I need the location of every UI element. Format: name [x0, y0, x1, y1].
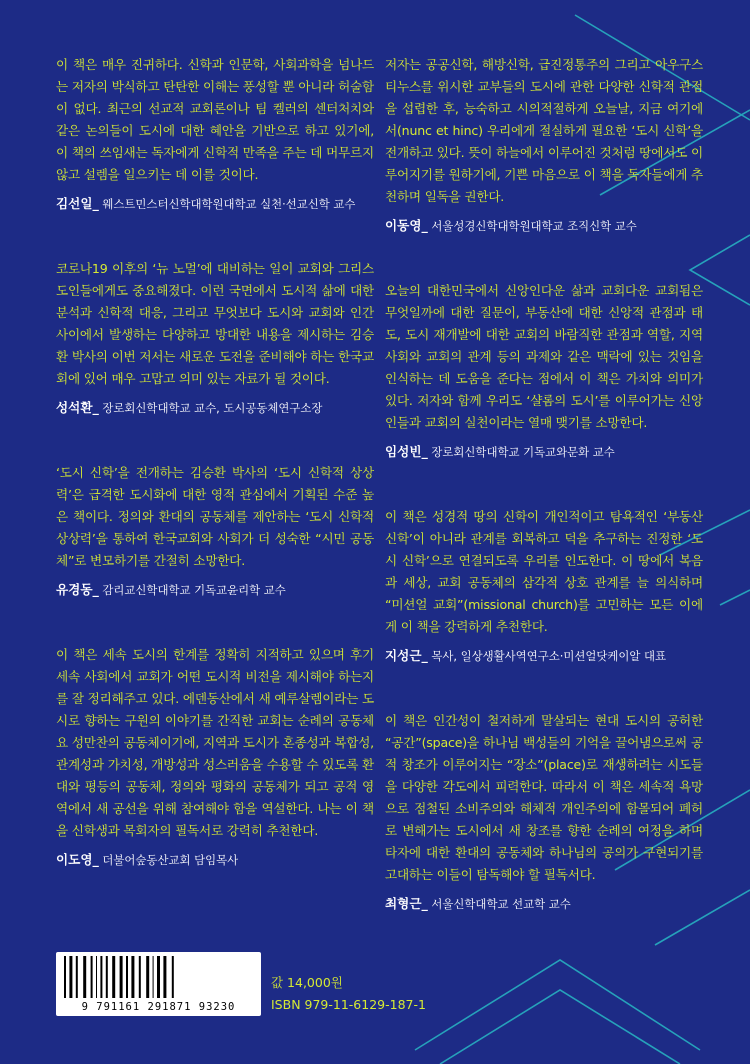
- endorser-name: 지성근_: [385, 648, 428, 663]
- endorser-byline: [385, 646, 703, 666]
- barcode-bar: [139, 956, 141, 998]
- endorser-name: 성석환_: [56, 400, 99, 415]
- endorsement-text: 코로나19 이후의 ‘뉴 노멀’에 대비하는 일이 교회와 그리스도인들에게도 중요해졌다. 이런 국면에서 도시적 삶에 대한 분석과 신학적 대응, 그리고 무엇보다 도시와 교회와 인간 사이에서 발생하는 다양하고 방대한 내용을 제시하는 김승환 박사의 이번 저서는 새로운 도전을 준비해야 하는 한국교회에 있어 매우 고맙고 의미 있는 자료가 될 것이다.: [56, 261, 374, 386]
- endorser-byline: [385, 894, 703, 914]
- endorsement-text: 이 책은 인간성이 철저하게 말살되는 현대 도시의 공허한 “공간”(space)을 하나님 백성들의 기억을 끌어냄으로써 공적 창조가 이루어지는 “장소”(place)로 재생하려는 시도들을 다양한 각도에서 피력한다. 따라서 이 책은 세속적 욕망으로 점철된 소비주의와 해체적 개인주의에 함몰되어 폐허로 변해가는 도시에서 새 창조를 향한 순례의 여정을 하며 타자에 대한 환대의 공동체와 하나님의 공의가 구현되기를 고대하는 이들이 탐독해야 할 필독서다.: [385, 713, 703, 882]
- endorser-name: 이도영_: [56, 852, 99, 867]
- endorsement: [56, 462, 374, 600]
- endorser-byline: [56, 580, 374, 600]
- endorsement-text: 저자는 공공신학, 해방신학, 급진정통주의 그리고 아우구스티누스를 위시한 교부들의 도시에 관한 다양한 신학적 관점을 섭렵한 후, 능숙하고 시의적절하게 오늘날, 지금 여기에서(nunc et hinc) 우리에게 절실하게 필요한 ‘도시 신학’을 전개하고 있다. 뜻이 하늘에서 이루어진 것처럼 땅에서도 이루어지기를 원하기에, 기쁜 마음으로 이 책을 독자들에게 추천하며 일독을 권한다.: [385, 57, 703, 204]
- barcode-bar: [69, 956, 72, 998]
- endorser-name: 임성빈_: [385, 444, 428, 459]
- endorsement: [385, 54, 703, 236]
- barcode-bar: [153, 956, 154, 998]
- barcode-bar: [91, 956, 93, 998]
- barcode-bar: [100, 956, 102, 998]
- endorser-affiliation: 서울성경신학대학원대학교 조직신학 교수: [431, 219, 637, 233]
- endorser-affiliation: 장로회신학대학교 기독교와문화 교수: [431, 445, 615, 459]
- barcode-bar: [131, 956, 134, 998]
- right-column: [385, 54, 703, 958]
- barcode-bar: [76, 956, 78, 998]
- endorsement: [385, 280, 703, 462]
- left-column: [56, 54, 374, 914]
- endorsement-text: 이 책은 세속 도시의 한계를 정확히 지적하고 있으며 후기 세속 사회에서 교회가 어떤 도시적 비전을 제시해야 하는지를 잘 정리해주고 있다. 에덴동산에서 새 예루살렘이라는 도시로 향하는 구원의 이야기를 간직한 교회는 순례의 공동체요 성만찬의 공동체이기에, 지역과 도시가 혼종성과 복합성, 관계성과 가치성, 개방성과 성스러움을 수용할 수 있도록 환대와 평등의 공동체, 정의와 평화의 공동체가 되고 공적 영역에서 새 공선을 위해 참여해야 함을 역설한다. 나는 이 책을 신학생과 목회자의 필독서로 강력히 추천한다.: [56, 647, 374, 838]
- barcode-bar: [120, 956, 123, 998]
- endorsement: [385, 506, 703, 666]
- endorser-affiliation: 감리교신학대학교 기독교윤리학 교수: [102, 583, 286, 597]
- endorsement-text: 이 책은 매우 진귀하다. 신학과 인문학, 사회과학을 넘나드는 저자의 박식하고 탄탄한 이해는 풍성할 뿐 아니라 허술함이 없다. 최근의 선교적 교회론이나 팀 켈러의 센터처치와 같은 논의들이 도시에 대한 혜안을 기반으로 하고 있기에, 이 책의 쓰임새는 독자에게 신학적 만족을 주는 데 머무르지 않고 설렘을 일으키는 데 이를 것이다.: [56, 57, 374, 182]
- endorser-byline: [56, 194, 374, 214]
- endorser-name: 김선일_: [56, 196, 99, 211]
- endorser-name: 유경동_: [56, 582, 99, 597]
- endorsement-text: 오늘의 대한민국에서 신앙인다운 삶과 교회다운 교회됨은 무엇일까에 대한 질문이, 부동산에 대한 신앙적 관점과 태도, 도시 재개발에 대한 교회의 바람직한 관점과 역할, 지역 사회와 교회의 관계 등의 과제와 같은 맥락에 있는 것임을 인식하는 데 도움을 준다는 점에서 이 책은 가치와 의미가 있다. 저자와 함께 우리도 ‘샬롬의 도시’를 이루어가는 신앙인들과 교회의 실천이라는 열매 맺기를 소망한다.: [385, 283, 703, 430]
- barcode-bar: [106, 956, 108, 998]
- isbn: ISBN 979-11-6129-187-1: [271, 997, 426, 1012]
- endorser-affiliation: 웨스트민스터신학대학원대학교 실천·선교신학 교수: [102, 197, 356, 211]
- endorser-name: 이동영_: [385, 218, 428, 233]
- endorser-affiliation: 서울신학대학교 선교학 교수: [431, 897, 571, 911]
- endorser-affiliation: 목사, 일상생활사역연구소·미션얼닷케이알 대표: [431, 649, 666, 663]
- barcode-bar: [163, 956, 166, 998]
- endorsement-text: 이 책은 성경적 땅의 신학이 개인적이고 탐욕적인 ‘부동산 신학’이 아니라 관계를 회복하고 덕을 추구하는 진정한 ‘도시 신학’으로 연결되도록 우리를 인도한다. 이 땅에서 복음과 세상, 교회 공동체의 삼각적 상호 관계를 늘 의식하며 “미션얼 교회”(missional church)를 고민하는 모든 이에게 이 책을 강력하게 추천한다.: [385, 509, 703, 634]
- barcode-bars: [62, 956, 255, 998]
- endorser-byline: [385, 216, 703, 236]
- price: 값 14,000원: [271, 975, 343, 990]
- endorsement: [56, 258, 374, 418]
- barcode-bar: [64, 956, 66, 998]
- endorsement: [385, 710, 703, 914]
- barcode-bar: [126, 956, 128, 998]
- barcode-bar: [96, 956, 97, 998]
- endorser-byline: [56, 398, 374, 418]
- endorsement: [56, 644, 374, 870]
- barcode-bar: [146, 956, 149, 998]
- endorser-byline: [56, 850, 374, 870]
- barcode-bar: [112, 956, 115, 998]
- price-block: [271, 972, 426, 1016]
- endorsement: [56, 54, 374, 214]
- endorser-name: 최형근_: [385, 896, 428, 911]
- barcode-bar: [172, 956, 174, 998]
- barcode-digits: 9 791161 291871 93230: [81, 1001, 236, 1013]
- endorser-byline: [385, 442, 703, 462]
- barcode-bar: [83, 956, 86, 998]
- barcode-bar: [157, 956, 160, 998]
- endorser-affiliation: 장로회신학대학교 교수, 도시공동체연구소장: [102, 401, 323, 415]
- endorser-affiliation: 더불어숲동산교회 담임목사: [102, 853, 239, 867]
- barcode: [56, 952, 261, 1016]
- endorsement-text: ‘도시 신학’을 전개하는 김승환 박사의 ‘도시 신학적 상상력’은 급격한 도시화에 대한 영적 관심에서 기획된 수준 높은 책이다. 정의와 환대의 공동체를 제안하는 ‘도시 신학적 상상력’을 통하여 한국교회와 사회가 더 성숙한 “시민 공동체”로 변모하기를 간절히 소망한다.: [56, 465, 374, 568]
